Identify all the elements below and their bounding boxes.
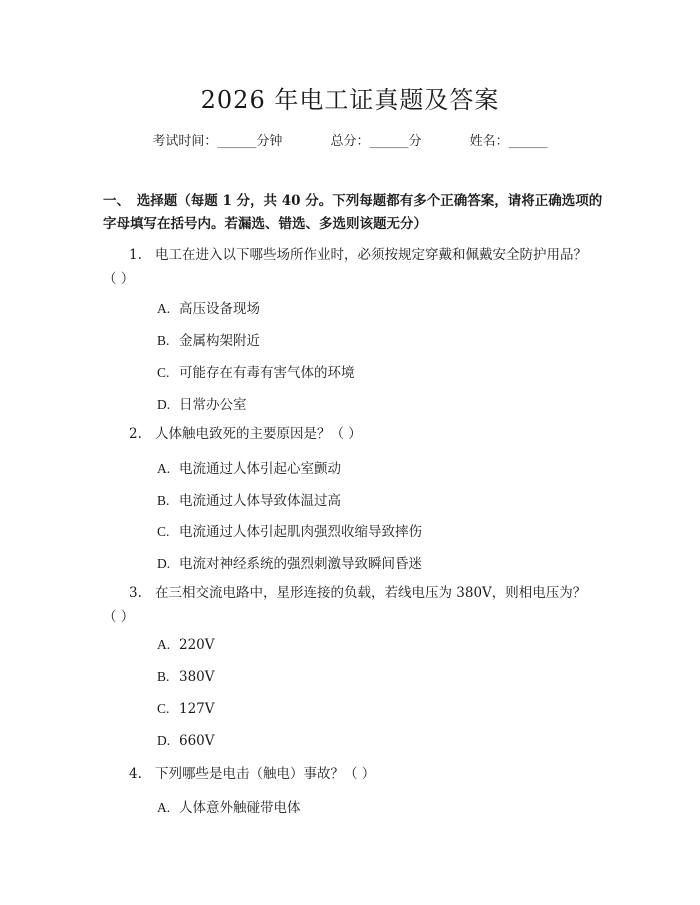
option-3d[interactable] — [157, 733, 215, 749]
option-label: B. — [157, 669, 170, 684]
option-2c[interactable] — [157, 520, 422, 540]
question-1 — [103, 243, 593, 291]
option-text: 220V — [179, 637, 215, 653]
option-label: C. — [157, 365, 170, 380]
option-1d[interactable] — [157, 393, 247, 413]
option-text: 660V — [179, 733, 215, 749]
option-label: B. — [157, 333, 170, 348]
question-text: 电工在进入以下哪些场所作业时，必须按规定穿戴和佩戴安全防护用品？（ ） — [103, 247, 587, 287]
option-text: 电流通过人体导致体温过高 — [179, 493, 341, 509]
option-text: 电流通过人体引起心室颤动 — [179, 461, 341, 477]
question-number: 4. — [129, 766, 142, 782]
option-text: 人体意外触碰带电体 — [179, 800, 301, 816]
question-4 — [103, 762, 593, 786]
option-label: C. — [157, 701, 170, 716]
question-2 — [103, 422, 593, 446]
option-text: 电流对神经系统的强烈刺激导致瞬间昏迷 — [179, 556, 422, 572]
option-2a[interactable] — [157, 457, 341, 477]
option-text: 高压设备现场 — [179, 301, 260, 317]
option-2b[interactable] — [157, 489, 341, 509]
question-number: 2. — [129, 426, 142, 442]
option-3b[interactable] — [157, 669, 215, 685]
option-label: D. — [157, 733, 171, 748]
option-label: A. — [157, 800, 171, 815]
question-3 — [103, 581, 593, 629]
option-text: 可能存在有毒有害气体的环境 — [179, 365, 355, 381]
option-label: A. — [157, 637, 171, 652]
question-number: 1. — [129, 247, 142, 263]
exam-time-field[interactable]: 考试时间：______分钟 — [152, 134, 283, 149]
total-score-field[interactable]: 总分：______分 — [330, 134, 422, 149]
question-text: 在三相交流电路中，星形连接的负载，若线电压为 380V，则相电压为？（ ） — [103, 585, 587, 625]
option-label: B. — [157, 493, 170, 508]
option-text: 金属构架附近 — [179, 333, 260, 349]
exam-info — [0, 130, 700, 149]
option-3c[interactable] — [157, 701, 215, 717]
page-title: 2026 年电工证真题及答案 — [200, 86, 500, 114]
option-4a[interactable] — [157, 796, 301, 816]
question-text: 人体触电致死的主要原因是？（ ） — [155, 426, 362, 442]
option-text: 日常办公室 — [179, 397, 247, 413]
question-number: 3. — [129, 585, 142, 601]
option-label: D. — [157, 556, 171, 571]
question-text: 下列哪些是电击（触电）事故？（ ） — [155, 766, 376, 782]
option-text: 电流通过人体引起肌肉强烈收缩导致摔伤 — [179, 524, 422, 540]
option-label: C. — [157, 524, 170, 539]
option-1a[interactable] — [157, 297, 260, 317]
option-1b[interactable] — [157, 329, 260, 349]
option-label: A. — [157, 461, 171, 476]
option-label: D. — [157, 397, 171, 412]
option-2d[interactable] — [157, 552, 422, 572]
option-label: A. — [157, 301, 171, 316]
option-text: 380V — [179, 669, 215, 685]
option-3a[interactable] — [157, 637, 215, 653]
name-field[interactable]: 姓名：______ — [469, 134, 548, 149]
option-1c[interactable] — [157, 361, 355, 381]
option-text: 127V — [179, 701, 215, 717]
section-heading: 一、 选择题（每题 1 分，共 40 分。下列每题都有多个正确答案，请将正确选项的字母填写在括号内。若漏选、错选、多选则该题无分） — [103, 193, 603, 232]
